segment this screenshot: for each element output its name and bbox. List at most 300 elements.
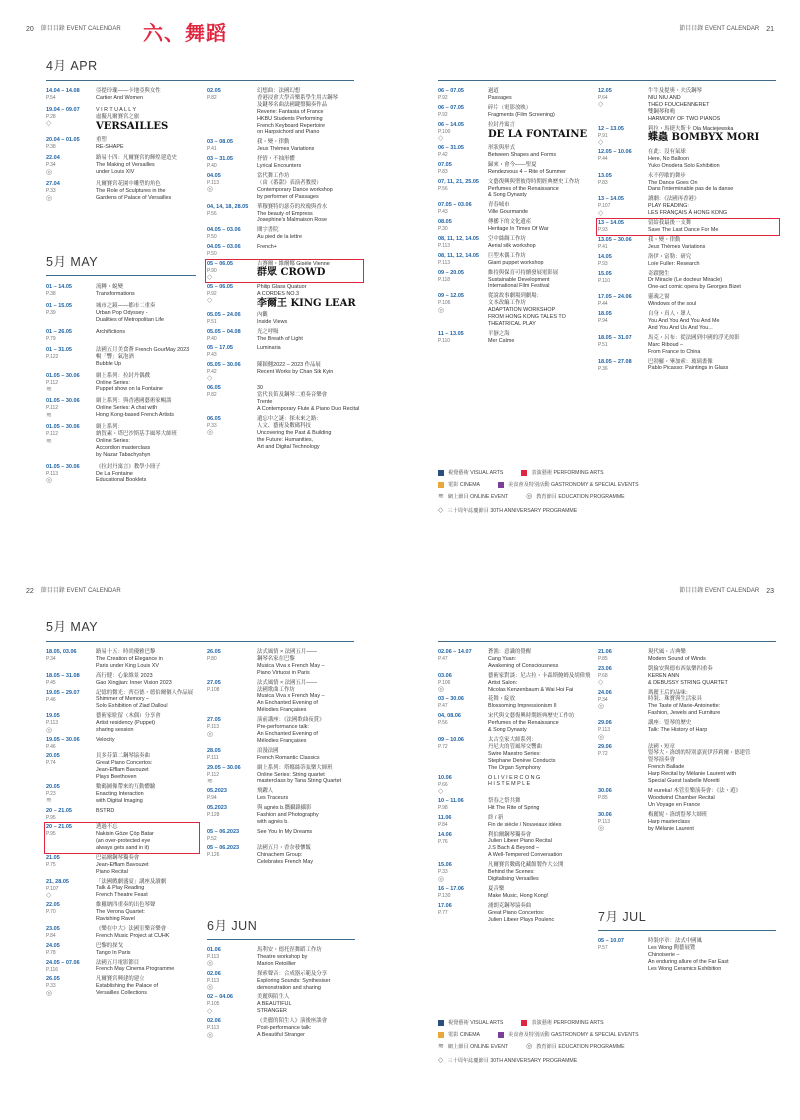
event-entry[interactable] (207, 227, 362, 241)
event-line: 維持與保育可持續發展電影展 (488, 269, 559, 276)
event-entry[interactable] (46, 690, 198, 711)
event-entry[interactable] (207, 385, 362, 413)
event-entry[interactable] (438, 219, 593, 233)
event-column (598, 649, 778, 835)
event-text (648, 220, 778, 234)
event-date-block (438, 122, 484, 142)
event-line: 祭春之祭共舞 (488, 797, 521, 804)
event-line: Piano Recital (96, 868, 128, 875)
event-line: 馬利安・德托涅舞蹈工作坊 (257, 947, 322, 953)
event-text (257, 362, 362, 382)
cap-icon: ◎ (598, 825, 605, 833)
event-line: 法國・短章 (648, 743, 675, 750)
event-entry[interactable] (598, 173, 778, 194)
event-text (488, 696, 593, 710)
event-text (96, 902, 198, 923)
cap-icon: ◎ (46, 726, 53, 734)
event-line: A Contemporary Flute & Piano Duo Recital (257, 405, 360, 412)
event-entry[interactable] (438, 862, 593, 883)
event-line: by Nazar Tabachyshyn (96, 451, 151, 458)
event-line: Modern Sound of Winds (648, 655, 706, 662)
event-text (488, 832, 593, 860)
event-entry[interactable] (598, 294, 778, 308)
event-page-ref: P.33 (46, 983, 56, 990)
event-text (648, 88, 778, 123)
event-line: Harp masterclass (648, 818, 690, 825)
event-entry[interactable] (438, 179, 593, 200)
event-entry[interactable] (598, 812, 778, 833)
event-text (257, 829, 362, 842)
event-line: RE-SHAPE (96, 143, 124, 150)
event-page-ref: P.38 (46, 291, 56, 298)
event-date: 02.05 (207, 88, 221, 94)
event-date: 16 – 17.06 (438, 885, 464, 892)
event-text (648, 788, 778, 809)
event-entry[interactable] (46, 713, 198, 734)
event-text (257, 947, 362, 968)
event-entry[interactable] (438, 122, 593, 142)
event-entry[interactable] (207, 788, 362, 802)
event-line: Online Series: (96, 437, 130, 444)
event-text (488, 179, 593, 200)
event-entry[interactable] (598, 126, 778, 146)
cap-icon: ◎ (207, 186, 214, 194)
event-entry[interactable] (438, 145, 593, 159)
event-page-ref: P.38 (46, 143, 56, 150)
event-date: 04.05 – 03.06 (207, 227, 241, 234)
event-line: 歸來・會今——聖夏 (488, 161, 537, 168)
event-entry[interactable] (46, 784, 198, 805)
event-entry[interactable] (207, 845, 362, 866)
event-text (96, 976, 198, 997)
event-entry[interactable] (598, 220, 778, 234)
event-entry[interactable] (207, 88, 362, 136)
diamond-icon: ◇ (598, 101, 604, 109)
event-text (96, 155, 196, 176)
event-line: Piano Virtuosi in Paris (257, 669, 310, 676)
event-entry[interactable] (207, 261, 362, 281)
event-entry[interactable] (207, 971, 362, 992)
event-entry[interactable] (438, 673, 593, 694)
event-entry[interactable] (438, 162, 593, 176)
event-page-ref: P.113 (207, 724, 220, 731)
event-text (257, 156, 362, 170)
event-line: Marc Riboud – (648, 341, 684, 348)
page-header-left (26, 24, 121, 36)
event-text (96, 808, 198, 821)
event-line: Save The Last Dance For Me (648, 227, 719, 234)
event-entry[interactable] (598, 359, 778, 373)
event-date-block (598, 126, 644, 146)
event-entry[interactable] (207, 204, 362, 225)
event-entry[interactable] (46, 960, 198, 974)
cap-icon: ◎ (438, 875, 445, 883)
event-line: Make Music, Hong Kong! (488, 892, 549, 899)
event-line: Jean-Efflam Bavouzet (96, 767, 149, 774)
event-line: 光之呼吸 (257, 328, 279, 335)
event-entry[interactable] (438, 775, 593, 795)
event-date-block (46, 824, 92, 852)
event-line: 豎琴演奏會 (648, 757, 675, 764)
event-entry[interactable] (207, 173, 362, 201)
event-page-ref: P.39 (46, 309, 56, 316)
event-date-block (207, 173, 253, 201)
event-line: 《美麗的陌生人》演後座談會 (257, 1018, 328, 1025)
event-line: Solo Exhibition of Ziad Dalloul (96, 703, 168, 710)
diamond-icon: ◇ (598, 679, 604, 687)
event-page-ref: P.113 (438, 259, 451, 266)
event-text (488, 145, 593, 159)
event-entry[interactable] (438, 832, 593, 860)
event-text (648, 173, 778, 194)
divider (46, 80, 354, 81)
event-line: always gets sand in it) (96, 844, 150, 851)
event-date-block (207, 88, 253, 136)
event-entry[interactable] (46, 107, 196, 132)
event-line: Julien Libeer Plays Poulenc (488, 916, 555, 923)
event-line: 巨型木偶工作坊 (488, 252, 526, 259)
event-entry[interactable] (46, 398, 196, 419)
event-entry[interactable] (46, 137, 196, 151)
event-line: Shimmer of Memory – (96, 696, 150, 703)
event-entry[interactable] (207, 345, 362, 358)
event-date-block (438, 202, 484, 216)
event-page-ref: P.126 (207, 852, 220, 859)
event-entry[interactable] (46, 424, 196, 459)
wifi-icon: ≋ (207, 778, 213, 786)
event-line: Celebrates French May (257, 859, 314, 866)
event-entry[interactable] (207, 312, 362, 326)
event-date-block (207, 748, 253, 762)
event-line: Uncovering the Past & Building (257, 429, 332, 436)
event-line: 網上系列：塔娜絲蒂弦樂大師班 (257, 764, 333, 771)
event-line: 法式風情 × 法國五月—— (257, 649, 318, 655)
event-line: 時裝、珠寶與生活家具 (648, 696, 702, 703)
event-date-block (207, 416, 253, 451)
event-entry[interactable] (207, 748, 362, 762)
event-entry[interactable] (207, 649, 362, 677)
event-text (96, 673, 198, 687)
event-entry[interactable] (46, 824, 198, 852)
event-date-block (46, 424, 92, 459)
event-line: 美麗與陌生人 (257, 994, 290, 1001)
event-entry[interactable] (46, 181, 196, 202)
event-text (257, 416, 362, 451)
event-line: 貝多芬第二鋼琴協奏曲 (96, 753, 150, 760)
event-text (257, 788, 362, 802)
event-date: 15.06 (438, 862, 452, 869)
event-page-ref: P.57 (598, 945, 608, 952)
event-entry[interactable] (438, 105, 593, 119)
header-brand: 節目目錄 EVENT CALENDAR (679, 26, 760, 33)
event-line: Accordion masterclass (96, 444, 151, 451)
event-feature-title: VERSAILLES (96, 120, 169, 132)
event-entry[interactable] (207, 805, 362, 826)
event-date: 23.05 (46, 925, 60, 932)
event-entry[interactable] (46, 347, 196, 368)
event-line: Talk: The History of Harp (648, 727, 708, 734)
event-entry[interactable] (438, 236, 593, 250)
event-entry[interactable] (438, 253, 593, 267)
event-date-block (598, 173, 644, 194)
event-page-ref: P.28 (46, 113, 56, 120)
event-entry[interactable] (438, 88, 593, 102)
event-date: 01 – 26.05 (46, 328, 72, 335)
event-line: Un Voyage en France (648, 801, 701, 808)
event-date: 01.06 (207, 947, 221, 953)
event-entry[interactable] (207, 947, 362, 968)
event-date-block (438, 162, 484, 176)
event-date-block (207, 971, 253, 992)
event-page-ref: P.75 (46, 861, 56, 868)
event-date-block (207, 829, 253, 842)
event-page-ref: P.41 (598, 243, 608, 250)
event-text (96, 855, 198, 876)
event-line: 吉賽爾・維爾娜 Gisèle Vienne (257, 260, 330, 267)
event-entry[interactable] (46, 649, 198, 670)
event-entry[interactable] (46, 329, 196, 342)
event-line: demonstration and sharing (257, 984, 321, 991)
event-line: V I R T U A L L Y (96, 106, 137, 113)
event-date: 14.04 – 14.08 (46, 88, 80, 94)
event-entry[interactable] (598, 254, 778, 268)
event-date: 06.05 (207, 385, 221, 392)
event-entry[interactable] (207, 994, 362, 1015)
event-line: Dans l'interminable pas de la danse (648, 186, 734, 193)
event-entry[interactable] (438, 815, 593, 829)
event-text (648, 254, 778, 268)
cap-icon: ◎ (207, 429, 214, 437)
event-page-ref: P.42 (207, 368, 217, 375)
event-line: 巴勃羅・畢加索：玻璃畫像 (648, 358, 713, 365)
event-line: Jeux Thèmes Variations (257, 146, 315, 153)
event-entry[interactable] (46, 284, 196, 298)
event-entry[interactable] (598, 311, 778, 332)
event-date-block (598, 335, 644, 356)
event-entry[interactable] (46, 926, 198, 940)
event-line: Gao Xingjian: Inner Vision 2023 (96, 679, 172, 686)
event-entry[interactable] (598, 649, 778, 663)
event-text (257, 261, 362, 281)
cap-icon: ◎ (598, 702, 605, 710)
event-entry[interactable] (207, 156, 362, 170)
event-entry[interactable] (46, 943, 198, 957)
event-entry[interactable] (207, 416, 362, 451)
event-line: 太古皇家大師系列： (488, 736, 537, 743)
event-text (648, 335, 778, 356)
event-text (648, 237, 778, 251)
event-line: Velocity (96, 736, 115, 743)
event-entry[interactable] (207, 329, 362, 343)
event-line: 永不停歇的舞步 (648, 172, 686, 179)
event-line: Fashion, Jewels and Furniture (648, 710, 721, 717)
event-entry[interactable] (598, 720, 778, 740)
event-entry[interactable] (46, 373, 196, 394)
event-entry[interactable] (207, 139, 362, 153)
wifi-icon: ≋ (46, 386, 52, 394)
event-line: Art and Digital Technology (257, 443, 320, 450)
event-entry[interactable] (46, 976, 198, 997)
event-date-block (207, 845, 253, 866)
event-entry[interactable] (207, 362, 362, 382)
diamond-icon: ◇ (438, 507, 444, 515)
event-page-ref: P.64 (598, 95, 608, 102)
event-line: Online Series: (96, 379, 130, 386)
event-line: 平靜之海 (488, 330, 510, 337)
event-page-ref: P.40 (207, 163, 217, 170)
event-text (648, 149, 778, 170)
event-line: 馬克・呂布：從法國到中國的浮光掠影 (648, 334, 740, 341)
event-entry[interactable] (46, 737, 198, 750)
event-feature-title: 群眾 CROWD (257, 267, 326, 279)
event-entry[interactable] (598, 237, 778, 251)
event-text (96, 329, 196, 342)
event-line: Jean-Efflam Bavouzet (96, 861, 149, 868)
event-entry[interactable] (46, 879, 198, 900)
event-line: Recent Works by Chan Sik Kyin (257, 368, 334, 375)
event-page-ref: P.84 (46, 932, 56, 939)
event-entry[interactable] (438, 270, 593, 291)
event-date: 02.06 (207, 970, 221, 977)
event-line: Reverie: Fantasia of France (257, 108, 324, 115)
event-entry[interactable] (207, 829, 362, 842)
event-page-ref: P.128 (207, 812, 220, 819)
event-date: 05.05 – 30.06 (207, 361, 241, 368)
event-line: Trente (257, 399, 273, 406)
event-entry[interactable] (207, 717, 362, 745)
month-heading-jul: 7月 JUL (598, 910, 647, 924)
event-text (488, 270, 593, 291)
event-date: 20 – 21.05 (46, 807, 72, 814)
event-entry[interactable] (46, 753, 198, 781)
event-date-block (438, 798, 484, 812)
event-entry[interactable] (207, 765, 362, 786)
event-entry[interactable] (46, 464, 196, 485)
page-header-left (26, 586, 121, 598)
event-entry[interactable] (598, 88, 778, 123)
event-text (488, 673, 593, 694)
event-line: Woodwind Chamber Recital (648, 794, 715, 801)
event-date-block (46, 690, 92, 711)
event-line: 路易十四：凡爾賽宮的輝煌建造史 (96, 155, 177, 162)
month-heading-may: 5月 MAY (46, 255, 99, 269)
event-line: 蒼漁：意識的覺醒 (488, 649, 532, 655)
event-entry[interactable] (598, 938, 778, 973)
event-entry[interactable] (598, 744, 778, 785)
event-text (488, 903, 593, 924)
event-date: 22.04 (46, 155, 60, 162)
event-entry[interactable] (598, 335, 778, 356)
event-page-ref: P.44 (598, 301, 608, 308)
event-page-ref: P.66 (438, 781, 448, 788)
diamond-icon: ◇ (46, 891, 52, 899)
event-entry[interactable] (438, 202, 593, 216)
event-date-block (438, 145, 484, 159)
event-line: Luminaria (257, 345, 281, 352)
event-entry[interactable] (598, 149, 778, 170)
page-number: 22 (26, 587, 34, 595)
event-entry[interactable] (438, 293, 593, 328)
event-line: LES FRANÇAIS À HONG KONG (648, 210, 728, 217)
event-entry[interactable] (438, 798, 593, 812)
event-date-block (598, 311, 644, 332)
event-line: 莉拉・馬捷夫斯卡 Ola Maciejewska (648, 125, 734, 132)
event-text (488, 88, 593, 102)
event-line: 納賀素・塔巴沙斯基手風琴大師班 (96, 431, 177, 438)
event-line: 陳穎翹2022 – 2023 作品展 (257, 361, 321, 368)
event-text (648, 311, 778, 332)
event-line: Chinoiserie – (648, 951, 680, 958)
event-line: Between Shapes and Forms (488, 151, 557, 158)
event-column (46, 284, 196, 489)
event-line: 「法國戲劇盛宴」講座及讀劇 (96, 878, 167, 885)
event-entry[interactable] (438, 737, 593, 772)
diamond-icon: ◇ (438, 787, 444, 795)
event-date: 01 – 14.05 (46, 284, 72, 290)
event-entry[interactable] (598, 196, 778, 217)
event-entry[interactable] (46, 902, 198, 923)
event-page-ref: P.112 (207, 771, 220, 778)
event-entry[interactable] (46, 88, 196, 102)
event-entry[interactable] (438, 331, 593, 345)
event-line: 空中絲綢工作坊 (488, 236, 526, 243)
event-date: 26.05 (207, 649, 221, 655)
event-column (438, 88, 593, 348)
event-entry[interactable] (46, 155, 196, 176)
month-heading-may: 5月 MAY (46, 620, 99, 634)
event-entry[interactable] (207, 680, 362, 715)
event-entry[interactable] (46, 808, 198, 821)
event-page-ref: P.106 (438, 300, 451, 307)
event-entry[interactable] (46, 303, 196, 324)
event-entry[interactable] (207, 1018, 362, 1039)
event-entry[interactable] (46, 855, 198, 876)
event-entry[interactable] (598, 788, 778, 809)
event-entry[interactable] (207, 284, 362, 309)
event-page-ref: P.112 (46, 405, 59, 412)
event-date-block (46, 976, 92, 997)
event-page-ref: P.43 (438, 209, 448, 216)
event-date-block (207, 156, 253, 170)
event-page-ref: P.94 (598, 318, 608, 325)
event-text (96, 690, 198, 711)
event-line: You And You And You And Me (648, 317, 720, 324)
event-text (488, 202, 593, 216)
event-line: Theatre workshop by (257, 953, 308, 960)
event-entry[interactable] (438, 696, 593, 710)
event-date: 08, 11, 12, 14.05 (438, 252, 479, 259)
event-entry[interactable] (598, 690, 778, 718)
event-entry[interactable] (438, 649, 593, 670)
event-entry[interactable] (46, 673, 198, 687)
event-text (96, 943, 198, 957)
section-title: 六、舞蹈 (143, 21, 227, 45)
event-page-ref: P.107 (46, 885, 59, 892)
event-line: Plays Beethoven (96, 774, 137, 781)
event-line: Musica Viva x French May – (257, 662, 325, 669)
event-date: 01.05 – 30.06 (46, 424, 80, 431)
event-page-ref: P.33 (438, 869, 448, 876)
event-line: （由《番甜》表演者教授） (257, 179, 322, 186)
event-entry[interactable] (598, 666, 778, 687)
event-entry[interactable] (438, 903, 593, 924)
event-entry[interactable] (438, 886, 593, 900)
event-entry[interactable] (207, 244, 362, 257)
event-date: 01.05 – 30.06 (46, 372, 80, 379)
event-entry[interactable] (438, 713, 593, 734)
event-line: Puppet show on la Fontaine (96, 386, 163, 393)
event-entry[interactable] (598, 271, 778, 292)
